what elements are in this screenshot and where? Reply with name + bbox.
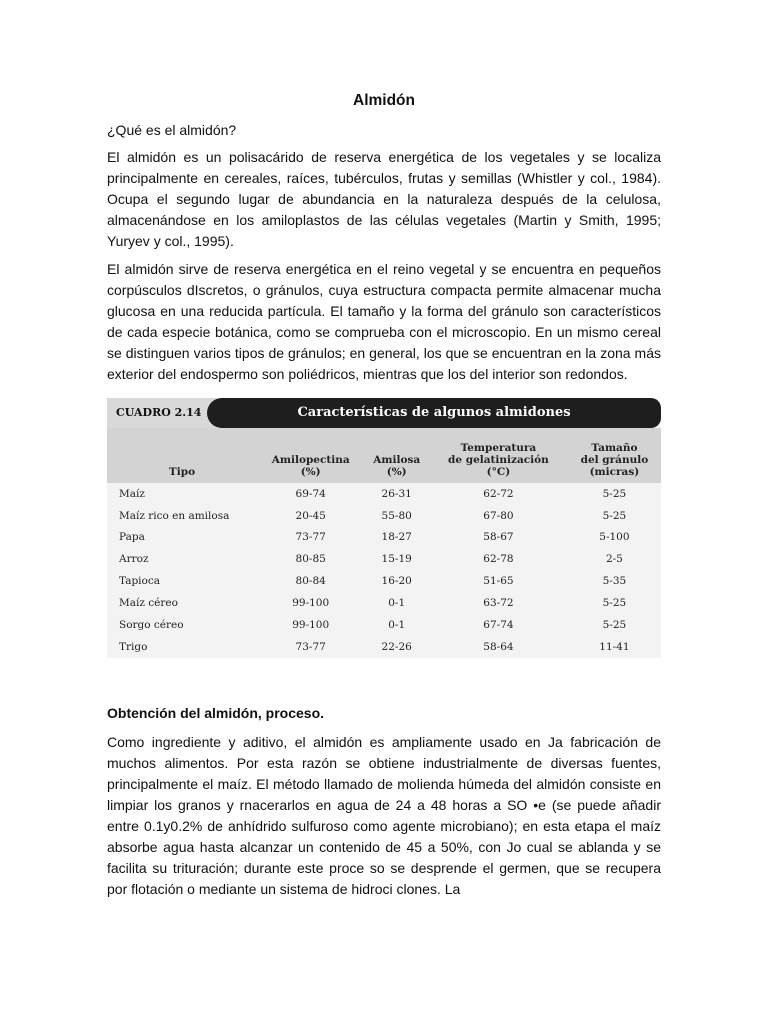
cell-tamano: 5-100 (568, 527, 661, 549)
page-title: Almidón (353, 92, 415, 109)
table-row (107, 483, 661, 505)
cell-amilosa: 15-19 (364, 548, 429, 570)
cell-amilosa: 0-1 (364, 614, 429, 636)
cell-temperatura: 58-67 (429, 527, 568, 549)
section-heading: Obtención del almidón, proceso. (107, 705, 325, 721)
section-question: ¿Qué es el almidón? (107, 122, 237, 138)
header-amilopectina: Amilopectina (%) (257, 428, 364, 483)
cell-amilopectina: 20-45 (257, 505, 364, 527)
cell-amilopectina: 80-85 (257, 548, 364, 570)
table-row (107, 548, 661, 570)
cell-tamano: 2-5 (568, 548, 661, 570)
document-content (107, 92, 661, 900)
cell-amilosa: 55-80 (364, 505, 429, 527)
cell-tipo: Maíz rico en amilosa (107, 505, 257, 527)
cell-tipo: Papa (107, 527, 257, 549)
paragraph-2: El almidón sirve de reserva energética en el reino vegetal y se encuentra en pequeños corpúsculos dIscretos, o gránulos, cuya estructura compacta permite almacenar mucha glucosa en una reducida partícula. El tamaño y la forma del gránulo son característicos de cada especie botánica, como se comprueba con el microscopio. En un mismo cereal se distinguen varios tipos de gránulos; en general, los que se encuentran en la zona más exterior del endospermo son poliédricos, mientras que los del interior son redondos. (107, 261, 661, 382)
table-row (107, 592, 661, 614)
cell-tamano: 5-25 (568, 614, 661, 636)
cell-amilopectina: 99-100 (257, 592, 364, 614)
table-row (107, 614, 661, 636)
cell-amilosa: 0-1 (364, 592, 429, 614)
cell-amilopectina: 69-74 (257, 483, 364, 505)
cell-tamano: 5-25 (568, 505, 661, 527)
header-amilosa: Amilosa (%) (364, 428, 429, 483)
cell-amilosa: 16-20 (364, 570, 429, 592)
table-header-row (107, 428, 661, 483)
cell-temperatura: 62-78 (429, 548, 568, 570)
cell-temperatura: 51-65 (429, 570, 568, 592)
paragraph-3: Como ingrediente y aditivo, el almidón es ampliamente usado en Ja fabricación de muchos alimentos. Por esta razón se obtiene industrialmente de diversas fuentes, principalmente el maíz. El método llamado de molienda húmeda del almidón consiste en limpiar los granos y rnacerarlos en agua de 24 a 48 horas a SO •e (se puede añadir entre 0.1y0.2% de anhídrido sulfuroso como agente microbiano); en esta etapa el maíz absorbe agua hasta alcanzar un contenido de 45 a 50%, con Jo cual se ablanda y se facilita su trituración; durante este proce so se desprende el germen, que se recupera por flotación o mediante un sistema de hidroci clones. La (107, 734, 661, 897)
cell-amilopectina: 99-100 (257, 614, 364, 636)
cell-tipo: Sorgo céreo (107, 614, 257, 636)
cell-tipo: Maíz (107, 483, 257, 505)
paragraph-1: El almidón es un polisacárido de reserva energética de los vegetales y se localiza principalmente en cereales, raíces, tubérculos, frutas y semillas (Whistler y col., 1984). Ocupa el segundo lugar de abundancia en la naturaleza después de la celulosa, almacenándose en los amiloplastos de las células vegetales (Martin y Smith, 1995; Yuryev y col., 1995). (107, 149, 661, 249)
cell-amilosa: 18-27 (364, 527, 429, 549)
cell-temperatura: 63-72 (429, 592, 568, 614)
cell-tipo: Trigo (107, 636, 257, 658)
cell-temperatura: 67-74 (429, 614, 568, 636)
table-label: CUADRO 2.14 (107, 398, 217, 428)
starch-data-table (107, 428, 661, 658)
cell-temperatura: 67-80 (429, 505, 568, 527)
header-temperatura: Temperatura de gelatinización (°C) (429, 428, 568, 483)
table-row (107, 570, 661, 592)
cell-tamano: 5-25 (568, 592, 661, 614)
table-title: Características de algunos almidones (207, 398, 661, 428)
cell-amilopectina: 73-77 (257, 527, 364, 549)
cell-tipo: Tapioca (107, 570, 257, 592)
table-row (107, 527, 661, 549)
table-row (107, 505, 661, 527)
cell-tamano: 5-35 (568, 570, 661, 592)
cell-tamano: 5-25 (568, 483, 661, 505)
cell-amilosa: 26-31 (364, 483, 429, 505)
starch-table (107, 398, 661, 656)
cell-temperatura: 58-64 (429, 636, 568, 658)
cell-amilosa: 22-26 (364, 636, 429, 658)
cell-amilopectina: 73-77 (257, 636, 364, 658)
cell-amilopectina: 80-84 (257, 570, 364, 592)
cell-tipo: Arroz (107, 548, 257, 570)
cell-tamano: 11-41 (568, 636, 661, 658)
cell-tipo: Maíz céreo (107, 592, 257, 614)
table-row (107, 636, 661, 658)
header-tipo: Tipo (107, 428, 257, 483)
table-header-bar (107, 398, 661, 428)
header-tamano: Tamaño del gránulo (micras) (568, 428, 661, 483)
cell-temperatura: 62-72 (429, 483, 568, 505)
